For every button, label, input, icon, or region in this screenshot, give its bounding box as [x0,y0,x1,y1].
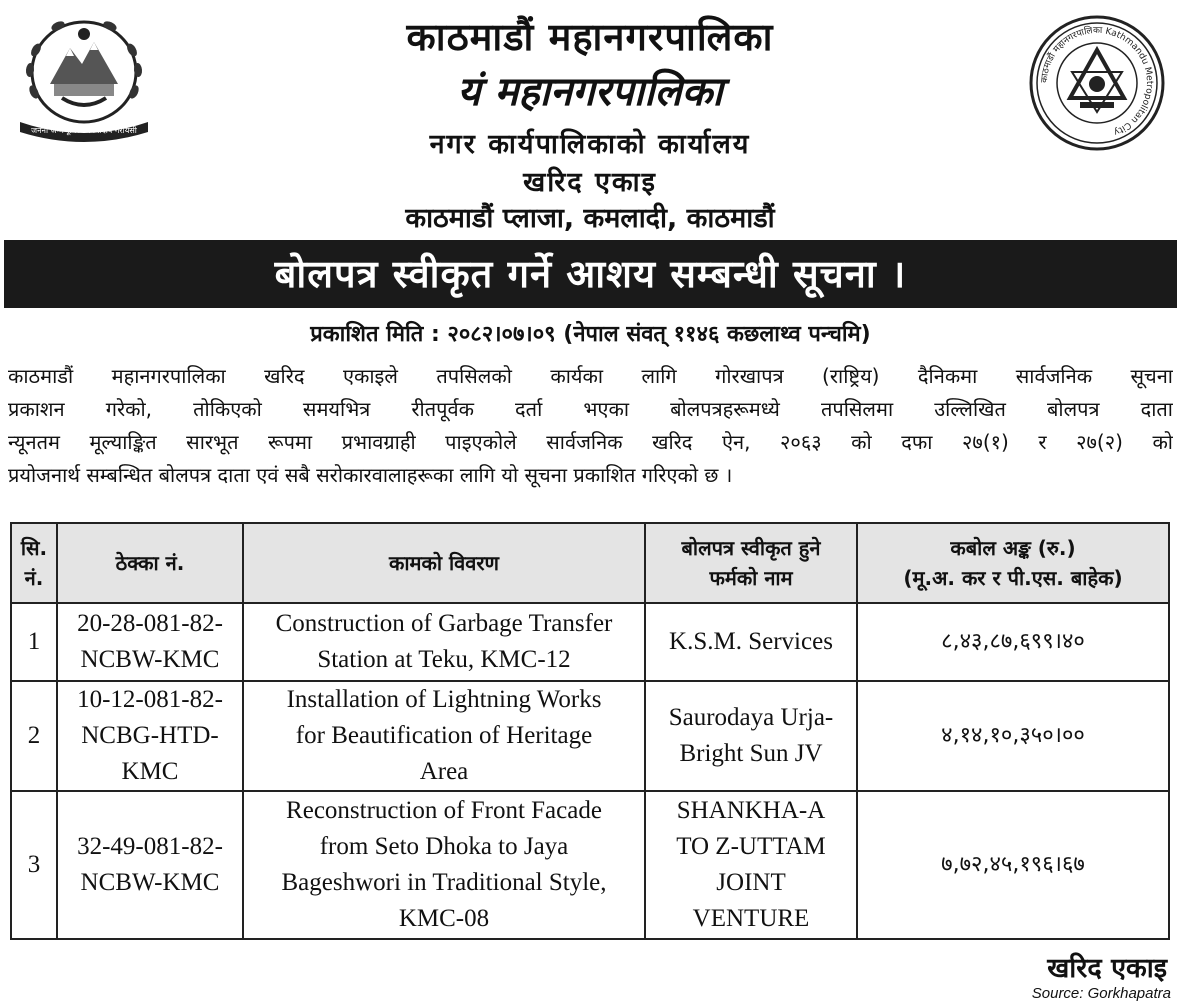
footer-procurement-unit: खरिद एकाइ [1047,953,1167,984]
cell-description: Installation of Lightning Works for Beautification of Heritage Area [243,681,645,791]
header-executive-office: नगर कार्यपालिकाको कार्यालय [429,129,751,160]
cell-firm: K.S.M. Services [645,603,857,681]
table-row [11,603,1169,681]
cell-description: Construction of Garbage Transfer Station at Teku, KMC-12 [243,603,645,681]
table-header-row [11,523,1169,603]
cell-serial: 3 [11,791,57,939]
source-credit: Source: Gorkhapatra [1031,985,1171,1002]
kmc-seal-icon [1028,14,1166,152]
col-header-serial: सि. नं. [11,523,57,603]
svg-text:काठमाडौं महानगरपालिका Kathmand: काठमाडौं महानगरपालिका Kathmandu Metropolitan City [1039,25,1155,137]
col-header-firm: बोलपत्र स्वीकृत हुने फर्मको नाम [645,523,857,603]
cell-contract-no: 10-12-081-82- NCBG-HTD- KMC [57,681,243,791]
paragraph-line: काठमाडौं महानगरपालिका खरिद एकाइले तपसिलको कार्यका लागि गोरखापत्र (राष्ट्रिय) दैनिकमा सार्वजनिक सूचना [8,364,1173,388]
award-table [10,522,1170,940]
cell-amount: ८,४३,८७,६९९।४० [857,603,1169,681]
cell-firm: Saurodaya Urja- Bright Sun JV [645,681,857,791]
paragraph-line: प्रयोजनार्थ सम्बन्धित बोलपत्र दाता एवं सबै सरोकारवालाहरूका लागि यो सूचना प्रकाशित गरिएको छ । [8,463,733,487]
header-address: काठमाडौं प्लाजा, कमलादी, काठमाडौं [405,203,775,234]
paragraph-line: प्रकाशन गरेको, तोकिएको समयभित्र रीतपूर्वक दर्ता भएका बोलपत्रहरूमध्ये तपसिलमा उल्लिखित बोलपत्र दाता [8,397,1173,421]
col-header-contract-no: ठेक्का नं. [57,523,243,603]
col-header-description: कामको विवरण [243,523,645,603]
cell-serial: 1 [11,603,57,681]
nepal-emblem-icon [14,12,154,144]
cell-firm: SHANKHA-A TO Z-UTTAM JOINT VENTURE [645,791,857,939]
cell-serial: 2 [11,681,57,791]
cell-contract-no: 32-49-081-82- NCBW-KMC [57,791,243,939]
table-row [11,681,1169,791]
cell-amount: ७,७२,४५,१९६।६७ [857,791,1169,939]
paragraph-line: न्यूनतम मूल्याङ्कित सारभूत रूपमा प्रभावग्राही पाइएकोले सार्वजनिक खरिद ऐन, २०६३ को दफा २७(१) र २७(२) को [8,430,1173,454]
table-row [11,791,1169,939]
cell-amount: ४,१४,१०,३५०।०० [857,681,1169,791]
svg-text:जननी जन्मभूमिश्च स्वर्गादपि गर: जननी जन्मभूमिश्च स्वर्गादपि गरीयसी [31,126,137,135]
cell-description: Reconstruction of Front Facade from Seto Dhoka to Jaya Bageshwori in Traditional Style, KMC-08 [243,791,645,939]
notice-title: बोलपत्र स्वीकृत गर्ने आशय सम्बन्धी सूचना । [4,240,1177,308]
published-date: प्रकाशित मिति : २०८२।०७।०९ (नेपाल संवत् ११४६ कछलाथ्व पन्चमि) [310,322,871,347]
header-office-name-nepal-bhasa: यं महानगरपालिका [457,68,723,115]
header-procurement-unit: खरिद एकाइ [523,167,657,198]
col-header-amount: कबोल अङ्क (रु.) (मू.अ. कर र पी.एस. बाहेक) [857,523,1169,603]
header-office-name: काठमाडौं महानगरपालिका [406,15,774,59]
cell-contract-no: 20-28-081-82- NCBW-KMC [57,603,243,681]
notice-paragraph [8,360,1173,492]
